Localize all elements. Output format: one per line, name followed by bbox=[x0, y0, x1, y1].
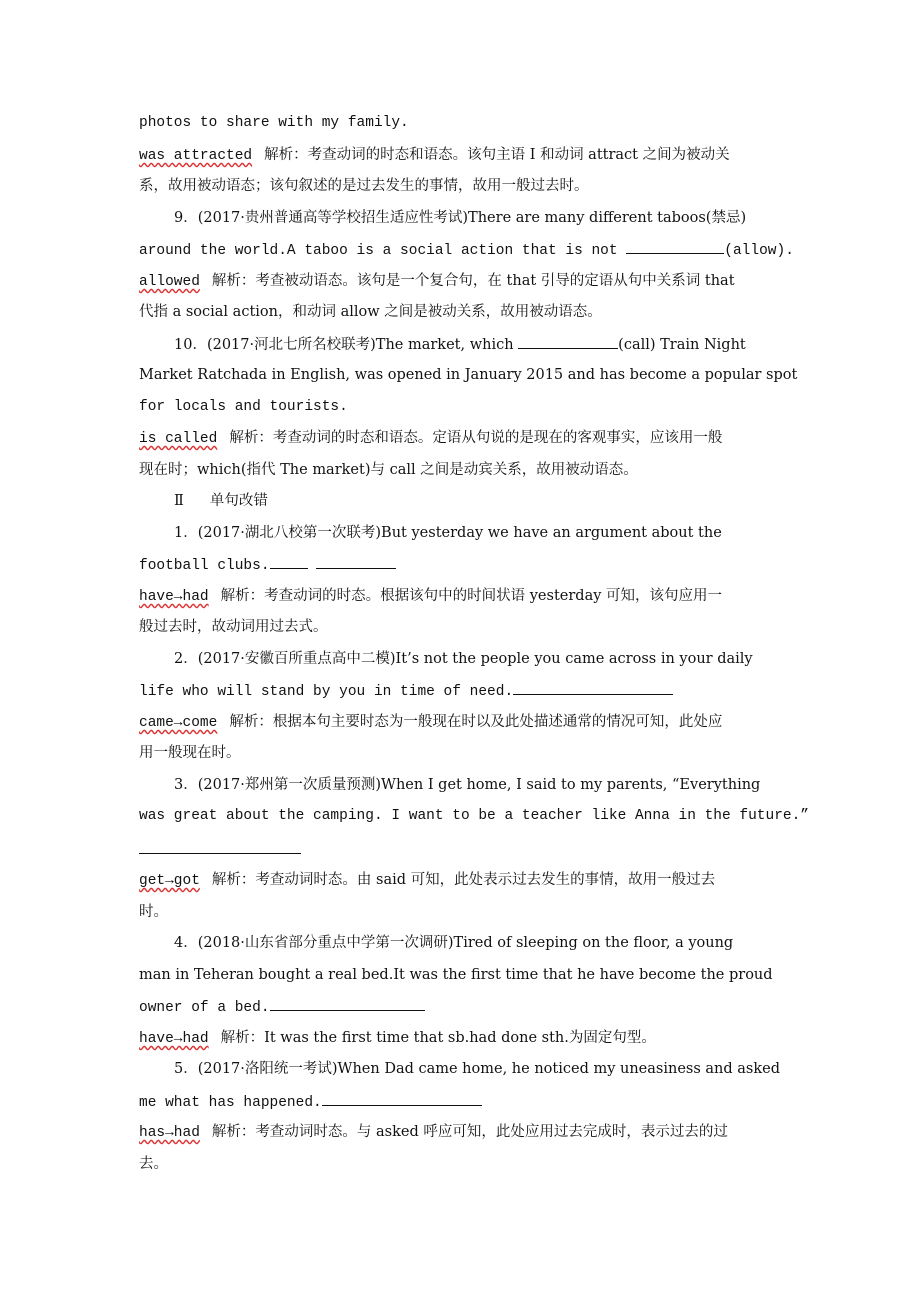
answer-line: have→had 解析：考查动词的时态。根据该句中的时间状语 yesterday 可知，该句应用一 bbox=[139, 588, 723, 605]
error-item-5: 5．(2017·洛阳统一考试)When Dad came home, he noticed my uneasiness and asked bbox=[174, 1061, 781, 1077]
fill-blank bbox=[139, 853, 301, 854]
fill-blank bbox=[513, 680, 673, 695]
error-item-1: 1．(2017·湖北八校第一次联考)But yesterday we have an argument about the bbox=[174, 525, 722, 541]
section-heading: Ⅱ 单句改错 bbox=[174, 493, 268, 509]
text-line: 时。 bbox=[139, 904, 168, 920]
text-line: 现在时；which(指代 The market)与 call 之间是动宾关系，故用被动语态。 bbox=[139, 462, 638, 478]
text-line: life who will stand by you in time of need. bbox=[139, 680, 829, 702]
text-line: football clubs. bbox=[139, 554, 829, 576]
fill-blank bbox=[518, 334, 618, 349]
answer-line: allowed 解析：考查被动语态。该句是一个复合句，在 that 引导的定语从句中关系词 that bbox=[139, 273, 735, 290]
text-line: man in Teheran bought a real bed.It was the first time that he have become the proud bbox=[139, 967, 773, 983]
answer-line: came→come 解析：根据本句主要时态为一般现在时以及此处描述通常的情况可知，此处应 bbox=[139, 714, 723, 731]
fill-blank bbox=[316, 554, 396, 569]
text-line: owner of a bed. bbox=[139, 996, 829, 1018]
answer-text: has→had bbox=[139, 1125, 200, 1141]
answer-line: get→got 解析：考查动词时态。由 said 可知，此处表示过去发生的事情，故用一般过去 bbox=[139, 872, 716, 889]
fill-blank bbox=[270, 554, 308, 569]
text-line: me what has happened. bbox=[139, 1091, 829, 1113]
text-line: Market Ratchada in English, was opened in January 2015 and has become a popular spot bbox=[139, 367, 798, 383]
fill-blank bbox=[270, 996, 425, 1011]
fill-blank bbox=[626, 239, 724, 254]
text-line: 用一般现在时。 bbox=[139, 745, 241, 761]
text-line: photos to share with my family. bbox=[139, 115, 409, 131]
answer-line: has→had 解析：考查动词时态。与 asked 呼应可知，此处应用过去完成时，表示过去的过 bbox=[139, 1124, 728, 1141]
error-item-3: 3．(2017·郑州第一次质量预测)When I get home, I said to my parents, “Everything bbox=[174, 777, 761, 793]
answer-text: allowed bbox=[139, 274, 200, 290]
answer-line: was attracted 解析：考查动词的时态和语态。该句主语 I 和动词 attract 之间为被动关 bbox=[139, 147, 730, 164]
answer-text: get→got bbox=[139, 873, 200, 889]
text-line: 般过去时，故动词用过去式。 bbox=[139, 619, 328, 635]
text-line: 去。 bbox=[139, 1156, 168, 1172]
text-line: was great about the camping. I want to be a teacher like Anna in the future.” bbox=[139, 808, 810, 824]
text-line: 代指 a social action，和动词 allow 之间是被动关系，故用被动语态。 bbox=[139, 304, 602, 320]
answer-line: have→had 解析：It was the first time that sb.had done sth.为固定句型。 bbox=[139, 1030, 656, 1047]
question-10: 10．(2017·河北七所名校联考)The market, which (call) Train Night bbox=[174, 334, 864, 355]
answer-text: is called bbox=[139, 431, 218, 447]
answer-text: was attracted bbox=[139, 148, 253, 164]
answer-text: came→come bbox=[139, 715, 218, 731]
text-line: 系，故用被动语态；该句叙述的是过去发生的事情，故用一般过去时。 bbox=[139, 178, 589, 194]
text-line: for locals and tourists. bbox=[139, 399, 348, 415]
answer-text: have→had bbox=[139, 1031, 209, 1047]
text-line: around the world.A taboo is a social action that is not (allow). bbox=[139, 239, 829, 261]
fill-blank bbox=[322, 1091, 482, 1106]
answer-line: is called 解析：考查动词的时态和语态。定语从句说的是现在的客观事实，应该用一般 bbox=[139, 430, 723, 447]
error-item-4: 4．(2018·山东省部分重点中学第一次调研)Tired of sleeping on the floor, a young bbox=[174, 935, 734, 951]
answer-text: have→had bbox=[139, 589, 209, 605]
error-item-2: 2．(2017·安徽百所重点高中二模)It’s not the people you came across in your daily bbox=[174, 651, 753, 667]
question-9: 9．(2017·贵州普通高等学校招生适应性考试)There are many different taboos(禁忌) bbox=[174, 210, 747, 226]
